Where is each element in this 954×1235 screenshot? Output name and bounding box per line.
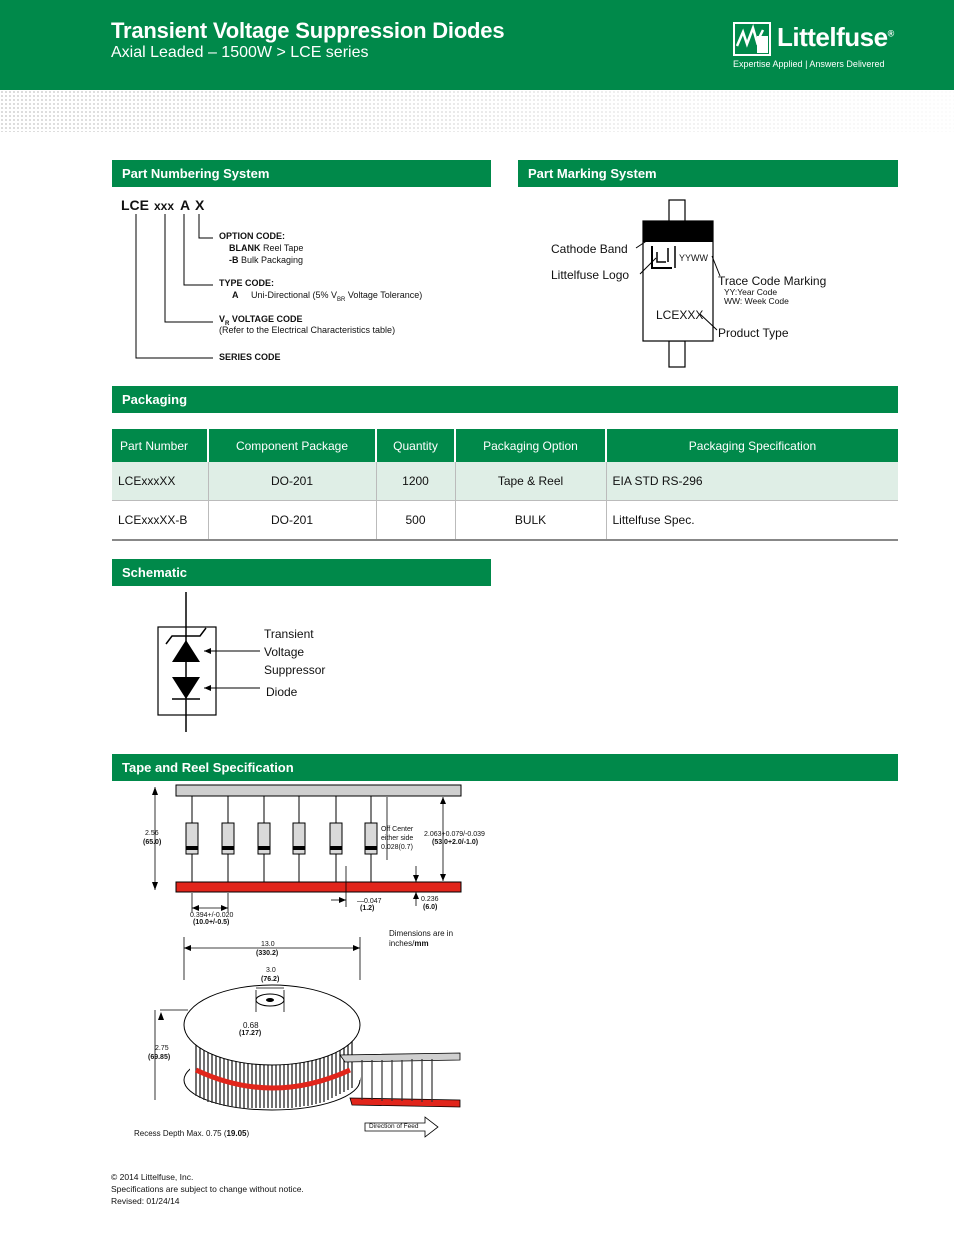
table-cell: EIA STD RS-296 — [606, 462, 898, 501]
dim-reel-diameter-mm: (330.2) — [256, 950, 279, 957]
page-footer — [111, 1171, 304, 1207]
table-cell: 500 — [376, 501, 455, 541]
dim-overall-height: 2.56 — [145, 830, 159, 837]
tape-reel-heading: Tape and Reel Specification — [112, 754, 898, 781]
dimension-units-note-2: inches/mm — [389, 939, 429, 948]
recess-depth-note: Recess Depth Max. 0.75 (19.05) — [134, 1129, 250, 1138]
part-marking-heading: Part Marking System — [518, 160, 898, 187]
packaging-heading: Packaging — [112, 386, 898, 413]
dim-lead-offset-mm: (1.2) — [360, 905, 375, 912]
col-component-package: Component Package — [208, 429, 376, 462]
disclaimer: Specifications are subject to change without notice. — [111, 1184, 304, 1194]
dim-reel-width: 2.75 — [155, 1045, 169, 1052]
table-cell: BULK — [455, 501, 606, 541]
option-bulk: -B Bulk Packaging — [229, 255, 304, 265]
brand-name: Littelfuse® — [777, 22, 894, 52]
reel-drawing — [184, 985, 460, 1110]
cathode-band-label: Cathode Band — [551, 242, 628, 256]
dim-arbor-hole-mm: (17.27) — [239, 1030, 262, 1037]
trace-year-code: YY:Year Code — [724, 287, 778, 297]
dim-tape-width: 0.236 — [421, 896, 439, 903]
table-cell: LCExxxXX — [112, 462, 208, 501]
col-packaging-spec: Packaging Specification — [606, 429, 898, 462]
page-title: Transient Voltage Suppression Diodes — [111, 18, 505, 43]
direction-of-feed-label: Direction of Feed — [369, 1123, 419, 1130]
code-type: A — [180, 197, 191, 213]
tvs-label-line3: Suppressor — [264, 663, 326, 677]
table-cell: DO-201 — [208, 501, 376, 541]
tvs-label-line1: Transient — [264, 627, 314, 641]
dim-arbor-hole: 0.68 — [243, 1021, 259, 1030]
schematic-heading: Schematic — [112, 559, 491, 586]
vr-code-note: (Refer to the Electrical Characteristics table) — [219, 325, 396, 335]
table-cell: DO-201 — [208, 462, 376, 501]
part-numbering-heading: Part Numbering System — [112, 160, 491, 187]
table-cell: 1200 — [376, 462, 455, 501]
col-packaging-option: Packaging Option — [455, 429, 606, 462]
dim-tape-spacing: 2.063+0.079/-0.039 — [424, 831, 485, 838]
trace-code-label: Trace Code Marking — [718, 274, 827, 288]
yyww-marking: YYWW — [679, 253, 708, 263]
dim-overall-height-mm: (65.0) — [143, 839, 162, 846]
dim-lead-offset: —0.047 — [357, 898, 382, 905]
product-type-label: Product Type — [718, 326, 789, 340]
code-option: X — [195, 197, 205, 213]
type-a-desc: Uni-Directional (5% $V_{BR}$ Voltage Tolerance) — [251, 290, 423, 303]
type-code-title: TYPE CODE: — [219, 278, 275, 288]
off-center-line2: either side — [381, 835, 414, 842]
dimension-units-note-1: Dimensions are in — [389, 929, 454, 938]
off-center-line1: Off Center — [381, 826, 414, 833]
page-subtitle: Axial Leaded – 1500W > LCE series — [111, 44, 369, 61]
option-blank: BLANK Reel Tape — [229, 243, 304, 253]
tvs-label-line2: Voltage — [264, 645, 305, 659]
off-center-line3: 0.028(0.7) — [381, 844, 413, 851]
dim-reel-diameter: 13.0 — [261, 941, 275, 948]
revision-date: Revised: 01/24/14 — [111, 1196, 180, 1206]
part-type-marking: LCEXXX — [656, 308, 704, 322]
table-cell: LCExxxXX-B — [112, 501, 208, 541]
col-part-number: Part Number — [112, 429, 208, 462]
diode-label: Diode — [266, 685, 298, 699]
brand-tagline: Expertise Applied | Answers Delivered — [733, 59, 885, 69]
trace-week-code: WW: Week Code — [724, 296, 789, 306]
col-quantity: Quantity — [376, 429, 455, 462]
option-code-title: OPTION CODE: — [219, 231, 286, 241]
table-cell: Littelfuse Spec. — [606, 501, 898, 541]
code-series: LCE — [121, 197, 149, 213]
dim-pitch-mm: (10.0+/-0.5) — [193, 919, 230, 926]
dim-tape-width-mm: (6.0) — [423, 904, 438, 911]
littelfuse-logo-label: Littelfuse Logo — [551, 268, 630, 282]
vr-code-title: $V_R$ VOLTAGE CODE — [219, 314, 303, 327]
dim-tape-spacing-mm: (53.0+2.0/-1.0) — [432, 839, 479, 846]
dim-pitch: 0.394+/-0.020 — [190, 912, 234, 919]
dim-reel-width-mm: (69.85) — [148, 1054, 171, 1061]
type-a-key: A — [232, 290, 239, 300]
series-code-title: SERIES CODE — [219, 352, 281, 362]
table-cell: Tape & Reel — [455, 462, 606, 501]
dim-hub-diameter: 3.0 — [266, 967, 276, 974]
dim-hub-diameter-mm: (76.2) — [261, 976, 280, 983]
code-voltage: xxx — [154, 199, 175, 213]
copyright: © 2014 Littelfuse, Inc. — [111, 1172, 194, 1182]
